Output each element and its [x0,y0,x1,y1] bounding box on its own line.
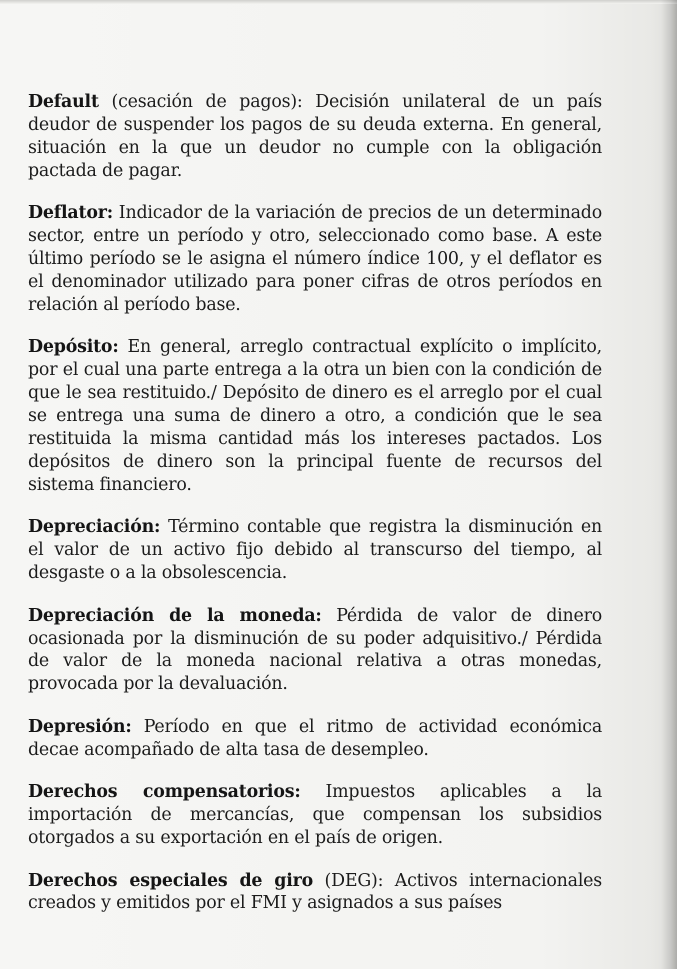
entry-term: Derechos compensatorios: [28,782,301,803]
glossary-entry-derechos-compensatorios [28,781,602,850]
entry-definition: En general, arreglo contractual explícito o implícito, por el cual una parte entrega a la otra un bien con la condición de que le sea restituido./ Depósito de dinero es el arreglo por el cual se entrega una suma de dinero a otro, a condición que le sea restituida la misma cantidad más los intereses pactados. Los depósitos de dinero son la principal fuente de recursos del sistema financiero. [28,337,602,495]
page-binding-shadow [661,0,677,969]
entry-definition: Impuestos aplicables a la importación de mercancías, que compensan los subsidios otorgados a su exportación en el país de origen. [28,782,602,849]
entry-definition: Indicador de la variación de precios de un determinado sector, entre un período y otro, seleccionado como base. A este último período se le asigna el número índice 100, y el deflator es el denominador utilizado para poner cifras de otros períodos en relación al período base. [28,203,602,315]
entry-term: Deflator: [28,203,113,224]
entry-term: Depósito: [28,337,119,358]
entry-term: Derechos especiales de giro [28,870,314,891]
glossary-entry-deflator [28,202,602,317]
glossary-text [28,91,602,935]
page-top-edge [0,0,677,4]
entry-term: Depreciación: [28,517,161,538]
glossary-entry-default [28,91,602,183]
entry-definition: (cesación de pagos): Decisión unilateral de un país deudor de suspender los pagos de su deuda externa. En general, situación en la que un deudor no cumple con la obligación pactada de pagar. [28,92,602,181]
glossary-entry-depreciacion-moneda [28,605,602,697]
entry-definition: Período en que el ritmo de actividad económica decae acompañado de alta tasa de desempleo. [28,716,602,760]
glossary-entry-depreciacion [28,516,602,585]
entry-term: Depresión: [28,716,132,737]
entry-term: Default [28,92,99,112]
entry-definition: Pérdida de valor de dinero ocasionada por la disminución de su poder adquisitivo./ Pérdida de valor de la moneda nacional relativa a otras monedas, provocada por la devaluación. [28,605,602,695]
entry-definition: (DEG): Activos internacionales creados y emitidos por el FMI y asignados a sus países [28,870,602,914]
entry-term: Depreciación de la moneda: [28,605,322,626]
glossary-entry-depresion [28,716,602,762]
glossary-entry-deposito [28,336,602,496]
glossary-entry-derechos-especiales-giro [28,870,602,916]
entry-definition: Término contable que registra la disminución en el valor de un activo fijo debido al transcurso del tiempo, al desgaste o a la obsolescencia. [28,517,602,584]
